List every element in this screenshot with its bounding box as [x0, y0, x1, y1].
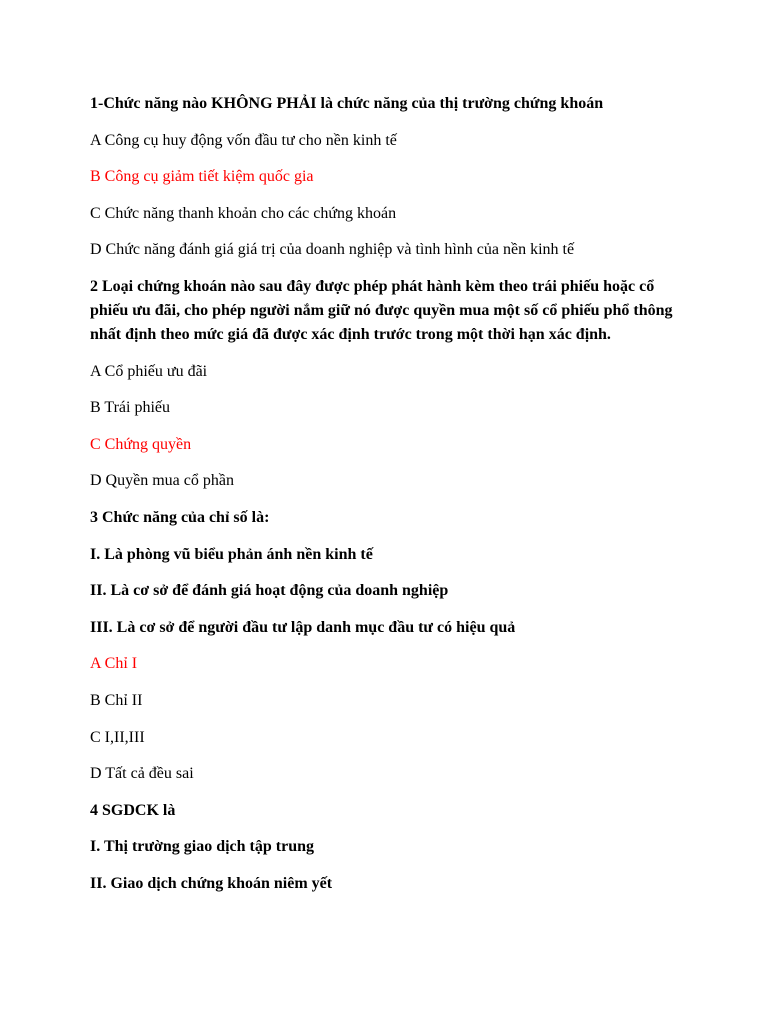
question-1-option-c: C Chức năng thanh khoản cho các chứng khoán — [90, 204, 397, 222]
question-3-option-b: B Chỉ II — [90, 691, 143, 709]
question-4-statement-2: II. Giao dịch chứng khoán niêm yết — [90, 874, 333, 892]
question-3-statement-3: III. Là cơ sở để người đầu tư lập danh mục đầu tư có hiệu quả — [90, 618, 516, 636]
question-3-option-c: C I,II,III — [90, 728, 145, 746]
question-3-option-a-answer: A Chỉ I — [90, 655, 138, 673]
question-2-title: 2 Loại chứng khoán nào sau đây được phép phát hành kèm theo trái phiếu hoặc cổ phiếu ưu đãi, cho phép người nắm giữ nó được quyền mua một số cổ phiếu phổ thông nhất định theo mức giá đã được xác định trước trong một thời hạn xác định. — [90, 277, 673, 343]
document-page — [90, 92, 690, 908]
question-3-statement-1: I. Là phòng vũ biểu phản ánh nền kinh tế — [90, 545, 373, 563]
question-1-option-b-answer: B Công cụ giảm tiết kiệm quốc gia — [90, 168, 314, 186]
question-2-option-c-answer: C Chứng quyền — [90, 435, 192, 453]
question-1-option-d: D Chức năng đánh giá giá trị của doanh nghiệp và tình hình của nền kinh tế — [90, 241, 575, 259]
question-1-title: 1-Chức năng nào KHÔNG PHẢI là chức năng của thị trường chứng khoán — [90, 95, 604, 112]
question-2-option-d: D Quyền mua cổ phần — [90, 472, 234, 490]
question-3-statement-2: II. Là cơ sở để đánh giá hoạt động của doanh nghiệp — [90, 582, 449, 600]
question-3-title: 3 Chức năng của chỉ số là: — [90, 508, 270, 526]
question-2-option-a: A Cổ phiếu ưu đãi — [90, 362, 208, 380]
question-2-option-b: B Trái phiếu — [90, 399, 171, 417]
question-1-option-a: A Công cụ huy động vốn đầu tư cho nền kinh tế — [90, 131, 397, 149]
question-4-statement-1: I. Thị trường giao dịch tập trung — [90, 838, 314, 856]
question-4-title: 4 SGDCK là — [90, 801, 176, 819]
question-3-option-d: D Tất cả đều sai — [90, 765, 194, 783]
